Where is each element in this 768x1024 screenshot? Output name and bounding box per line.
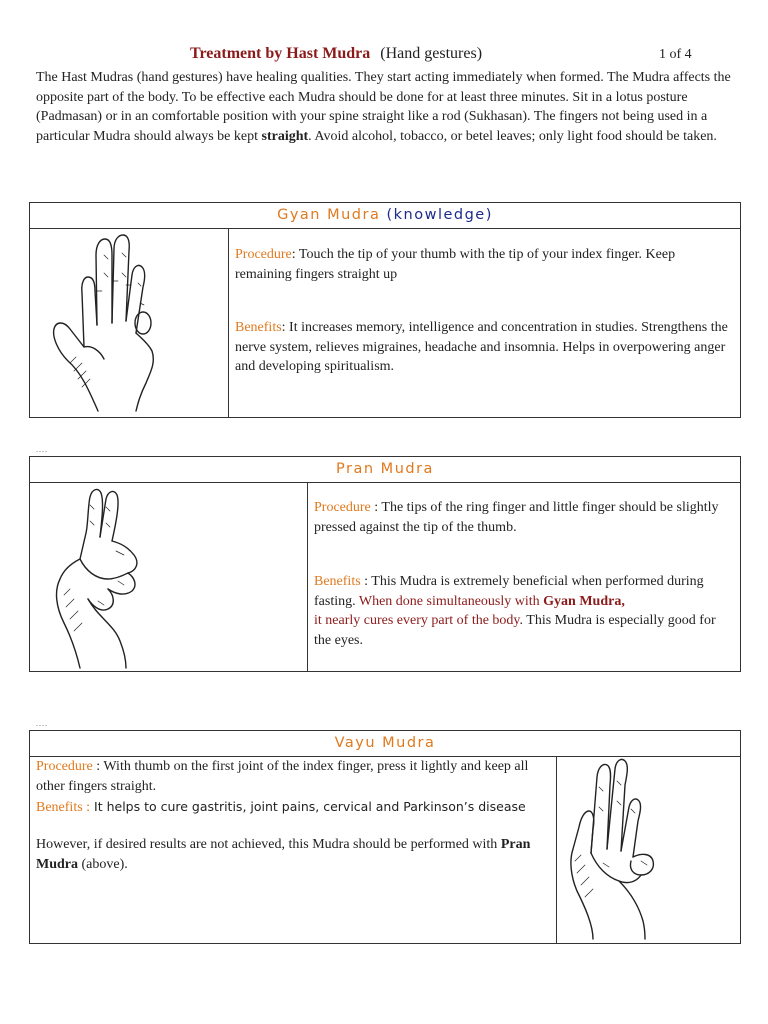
vayu-benefits-label: Benefits : — [36, 800, 91, 815]
gyan-benefits — [235, 318, 735, 377]
vayu-benefits-text: It helps to cure gastritis, joint pains, cervical and Parkinson’s disease — [90, 799, 526, 814]
pran-mudra-hand-illustration — [44, 485, 154, 670]
pran-procedure-label: Procedure — [314, 500, 371, 515]
vayu-procedure-label: Procedure — [36, 759, 93, 774]
pran-benefits-label: Benefits — [314, 574, 361, 589]
pran-procedure-text: : The tips of the ring finger and little finger should be slightly pressed against the tip of the thumb. — [314, 500, 719, 535]
pran-mudra-heading — [30, 457, 740, 483]
pran-mudra-title: Pran Mudra — [336, 461, 434, 477]
page-title — [190, 45, 482, 67]
separator-dots-1: .... — [36, 445, 48, 454]
gyan-procedure-text: : Touch the tip of your thumb with the tip of your index finger. Keep remaining fingers straight up — [235, 247, 676, 282]
gyan-mudra-subtitle: (knowledge) — [386, 207, 493, 223]
vayu-procedure — [36, 757, 551, 796]
vayu-however-bold: Pran Mudra — [36, 837, 531, 872]
gyan-cell-divider — [228, 228, 229, 417]
gyan-procedure — [235, 245, 735, 284]
vayu-however — [36, 835, 551, 874]
pran-benefits-bold: Gyan Mudra, — [543, 593, 625, 609]
vayu-benefits — [36, 797, 551, 818]
title-subtitle: (Hand gestures) — [380, 45, 483, 62]
page-number: 1 of 4 — [659, 47, 692, 62]
vayu-mudra-heading — [30, 731, 740, 757]
pran-benefits-red-1: When done simultaneously with — [358, 593, 544, 609]
pran-cell-divider — [307, 482, 308, 671]
gyan-procedure-label: Procedure — [235, 247, 292, 262]
pran-benefits-text-1: : This Mudra is extremely beneficial when performed during fasting. — [314, 574, 704, 609]
gyan-mudra-hand-illustration — [40, 233, 170, 413]
intro-bold-word: straight — [261, 128, 309, 144]
vayu-mudra-hand-illustration — [563, 757, 673, 941]
vayu-however-text: However, if desired results are not achieved, this Mudra should be performed with — [36, 837, 501, 852]
pran-benefits-text-2: . This Mudra is especially good for the eyes. — [314, 613, 716, 648]
pran-mudra-box — [29, 456, 741, 672]
gyan-benefits-label: Benefits — [235, 320, 282, 335]
vayu-mudra-title: Vayu Mudra — [334, 735, 436, 751]
separator-dots-2: .... — [36, 719, 48, 728]
gyan-mudra-title: Gyan Mudra — [277, 207, 381, 223]
intro-text-1: The Hast Mudras (hand gestures) have healing qualities. They start acting immediately when formed. The Mudra affects the opposite part of the body. To be effective each Mudra should be done for at least three minutes. Sit in a lotus posture (Padmasan) or in an comfortable position with your spine straight like a rod (Sukhasan). The fingers not being used in a particular Mudra should always be kept — [36, 70, 731, 144]
vayu-mudra-box — [29, 730, 741, 944]
intro-text-2: . Avoid alcohol, tobacco, or betel leaves; only light food should be taken. — [308, 128, 717, 144]
pran-benefits-red-2: it nearly cures every part of the body — [314, 613, 520, 628]
gyan-mudra-heading — [30, 203, 740, 229]
vayu-cell-divider — [556, 756, 557, 943]
gyan-benefits-text: : It increases memory, intelligence and concentration in studies. Strengthens the nerve system, relieves migraines, headache and insomnia. Helps in overpowering anger and developing spiritualism. — [235, 320, 728, 374]
gyan-mudra-box — [29, 202, 741, 418]
pran-benefits — [314, 572, 734, 650]
title-main: Treatment by Hast Mudra — [190, 45, 371, 62]
intro-paragraph — [36, 68, 736, 146]
pran-procedure — [314, 498, 734, 537]
vayu-procedure-text: : With thumb on the first joint of the index finger, press it lightly and keep all other fingers straight. — [36, 759, 529, 794]
vayu-however-end: (above). — [78, 856, 128, 872]
